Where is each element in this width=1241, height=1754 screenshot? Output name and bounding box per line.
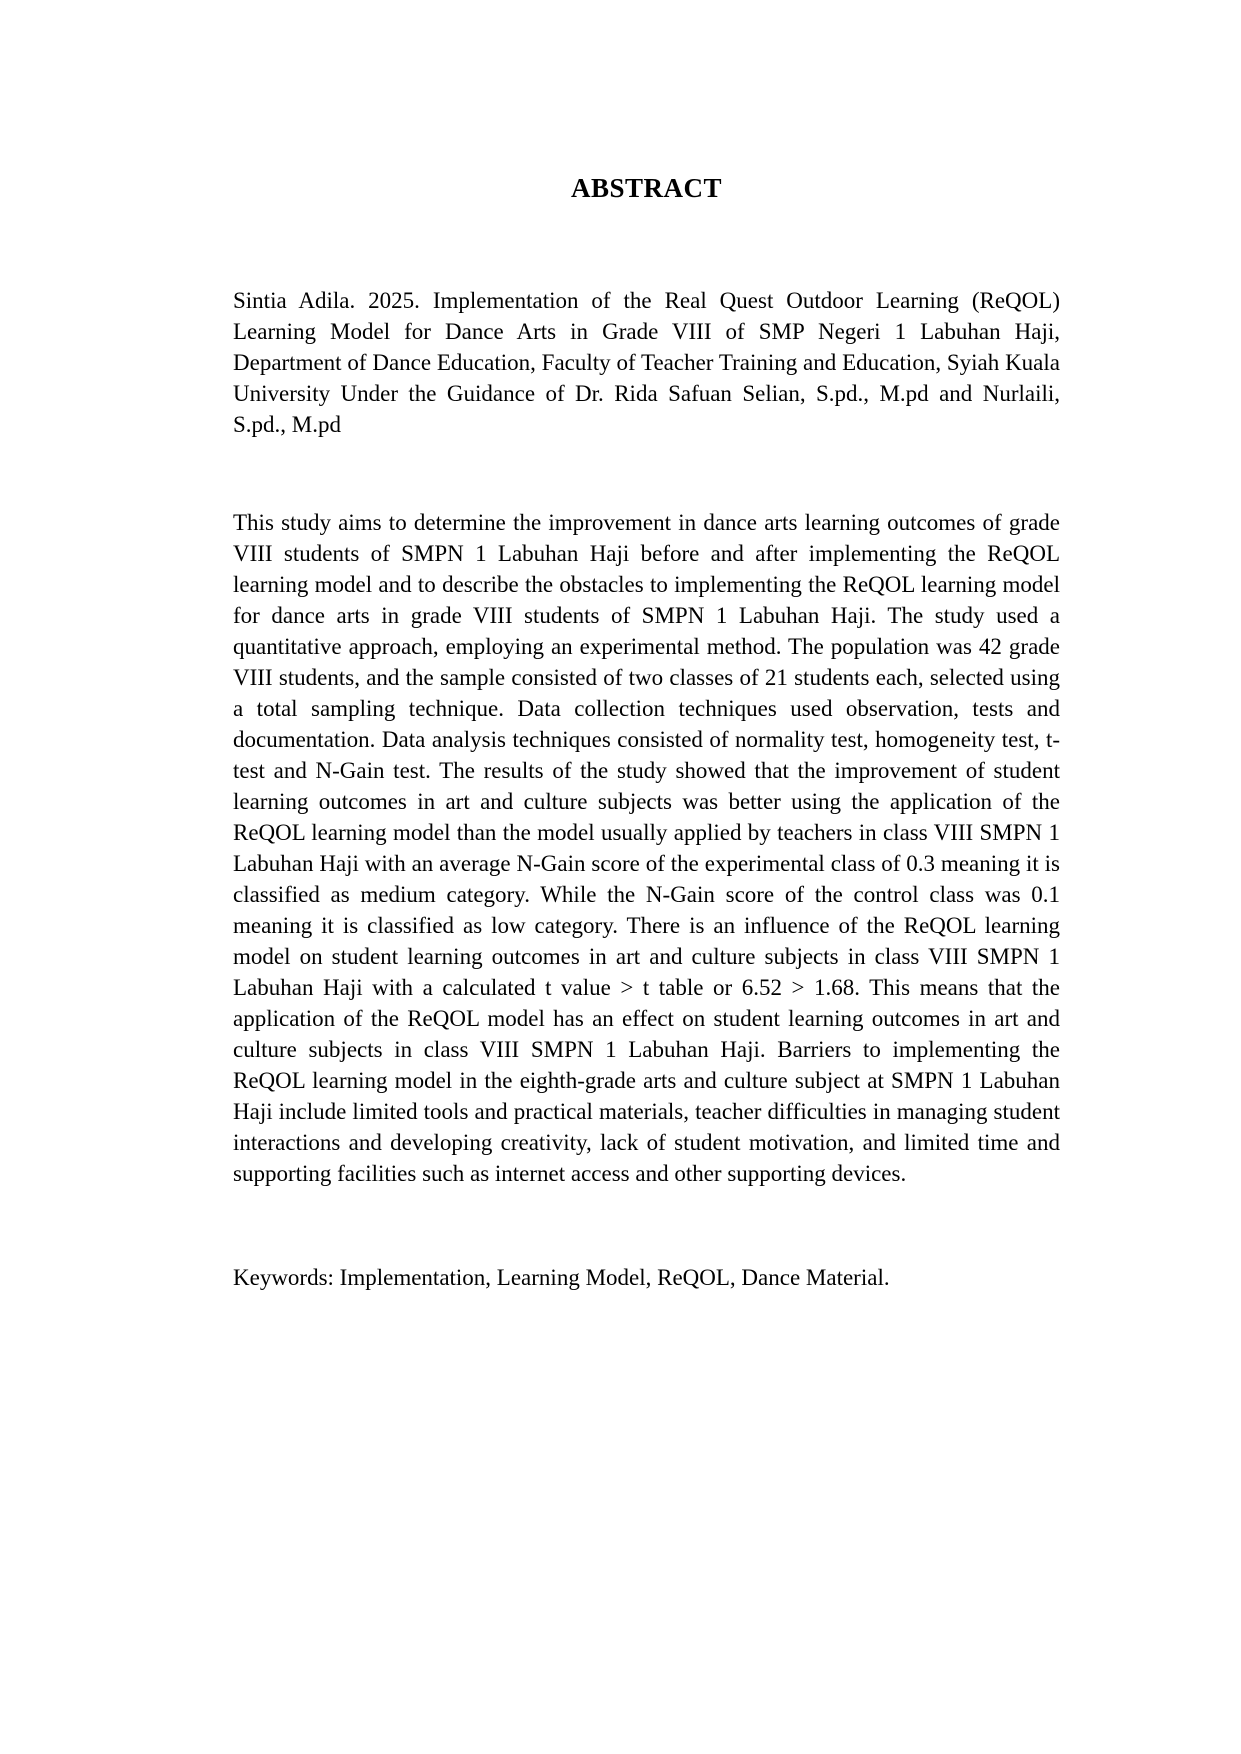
keywords-line: Keywords: Implementation, Learning Model, ReQOL, Dance Material. [233, 1265, 890, 1290]
citation-paragraph: Sintia Adila. 2025. Implementation of the Real Quest Outdoor Learning (ReQOL) Learning Model for Dance Arts in Grade VIII of SMP Negeri 1 Labuhan Haji, Department of Dance Education, Faculty of Teacher Training and Education, Syiah Kuala University Under the Guidance of Dr. Rida Safuan Selian, S.pd., M.pd and Nurlaili, S.pd., M.pd [233, 288, 1060, 437]
page-title: ABSTRACT [570, 173, 723, 203]
abstract-paragraph: This study aims to determine the improvement in dance arts learning outcomes of grade VIII students of SMPN 1 Labuhan Haji before and after implementing the ReQOL learning model and to describe the obstacles to implementing the ReQOL learning model for dance arts in grade VIII students of SMPN 1 Labuhan Haji. The study used a quantitative approach, employing an experimental method. The population was 42 grade VIII students, and the sample consisted of two classes of 21 students each, selected using a total sampling technique. Data collection techniques used observation, tests and documentation. Data analysis techniques consisted of normality test, homogeneity test, t-test and N-Gain test. The results of the study showed that the improvement of student learning outcomes in art and culture subjects was better using the application of the ReQOL learning model than the model usually applied by teachers in class VIII SMPN 1 Labuhan Haji with an average N-Gain score of the experimental class of 0.3 meaning it is classified as medium category. While the N-Gain score of the control class was 0.1 meaning it is classified as low category. There is an influence of the ReQOL learning model on student learning outcomes in art and culture subjects in class VIII SMPN 1 Labuhan Haji with a calculated t value > t table or 6.52 > 1.68. This means that the application of the ReQOL model has an effect on student learning outcomes in art and culture subjects in class VIII SMPN 1 Labuhan Haji. Barriers to implementing the ReQOL learning model in the eighth-grade arts and culture subject at SMPN 1 Labuhan Haji include limited tools and practical materials, teacher difficulties in managing student interactions and developing creativity, lack of student motivation, and limited time and supporting facilities such as internet access and other supporting devices. [233, 510, 1060, 1186]
